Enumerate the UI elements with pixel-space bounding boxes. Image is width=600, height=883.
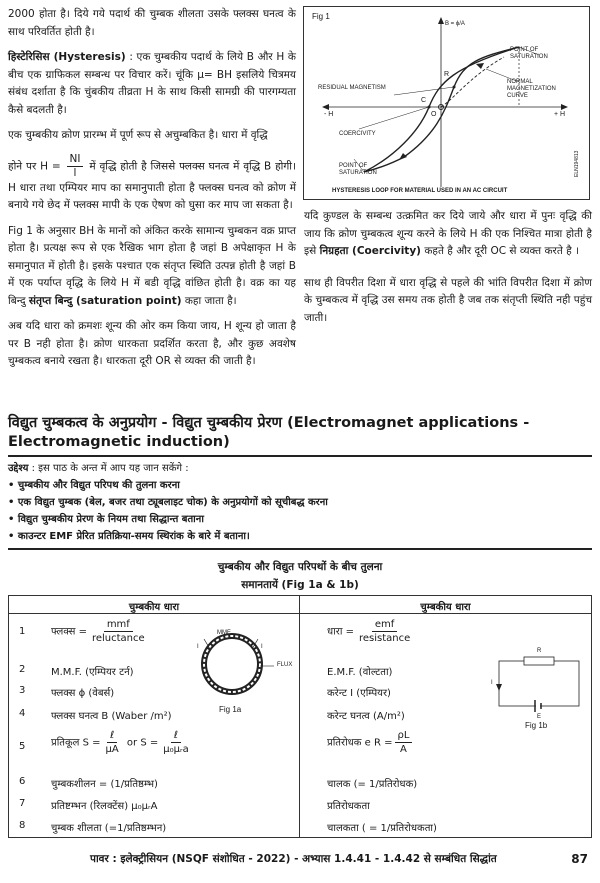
fig1b-i: I <box>491 680 493 686</box>
bh-text: Fig 1 के अनुसार BH के मानों को अंकित करके सामान्य चुम्बकन वक्र प्राप्त होता है। प्रत्यक्ष रूप से एक रैखिक भाग होता है जहां B अपेक्षाकृत H के समानुपात में होती है। इसके पश्चात एक संतृप्त स्थिति उत्पन्न होती है जहां B में एक पर्याप्त वृद्धि के लिये H में बडी वृद्धि वांछित होती है। वक्र का यह बिन्दु <box>8 224 296 307</box>
row-left-cell: चुम्बकशीलन = (1/प्रतिष्ठम्भ) <box>51 779 158 790</box>
frac-den: μ₀μᵣa <box>163 744 189 755</box>
row-right-cell: करेन्ट घनत्व (A/m²) <box>327 711 405 722</box>
comparison-table <box>8 595 592 838</box>
row-number: 4 <box>19 708 26 719</box>
col2-header: चुम्बकीय धारा <box>420 602 471 613</box>
fig1a-flux: FLUX <box>277 662 293 668</box>
frac-den: reluctance <box>91 633 145 644</box>
objective-intro-text: : इस पाठ के अन्त में आप यह जान सकेंगे : <box>31 463 189 474</box>
row-number: 5 <box>19 741 26 752</box>
label-c: C <box>421 97 427 104</box>
section-rule <box>8 455 592 457</box>
objective-item: • काउन्टर EMF प्रेरित प्रतिक्रिया-समय स्थिरांक के बारे में बताना। <box>8 531 250 542</box>
objective-item: • चुम्बकीय और विद्युत परिपथ की तुलना करना <box>8 480 180 491</box>
paragraph-reverse: साथ ही विपरीत दिशा में धारा वृद्धि से पहले की भांति विपरीत दिशा में क्रोण के चुम्बकत्व में वृद्धि उस समय तक होती है जब तक संतृप्ती स्थिति नही पहुंच जाती। <box>304 276 592 324</box>
objectives-rule <box>8 548 592 550</box>
fig1a-i-left: I <box>197 644 199 650</box>
label-minus-h: - H <box>324 111 334 118</box>
fig1b-r: R <box>537 648 542 654</box>
h-fraction <box>67 153 84 180</box>
left-column <box>8 6 296 371</box>
row-number: 6 <box>19 776 26 787</box>
frac-num: ρL <box>395 729 413 743</box>
row-right-cell: E.M.F. (वोल्टता) <box>327 667 393 678</box>
hysteresis-text: : एक चुम्बकीय पदार्थ के लिये B और H के बीच एक ग्राफिकल सम्बन्ध पर विचार करें। चूंकि μ= BH इसलिये चित्रमय संबंध दर्शाता है कि चुंबकीय तीव्रता H के साथ किसी सामग्री की पारगम्यता कैसे बदलती है। <box>8 51 296 116</box>
row1-left-pre: फ्लक्स = <box>51 626 87 638</box>
table-header-rule <box>9 613 591 614</box>
row-left-cell: M.M.F. (एम्पियर टर्न) <box>51 667 134 678</box>
fig1a-mmf: MMF <box>217 630 231 636</box>
bh-text-end: कहा जाता है। <box>184 294 237 307</box>
term-coercivity: निग्रहता (Coercivity) <box>319 245 421 257</box>
h-formula-text: में वृद्धि होती है जिससे फ्लक्स घनत्व में वृद्धि B होगी। H धारा तथा एम्पियर माप का समानुपाती होता है फ्लक्स घनत्व को क्रोण में बनाये गये छेद में फ्लक्स मापी के एक ऐषण को घुसा कर माप जा सकता है। <box>8 160 296 211</box>
right-column <box>304 208 592 327</box>
frac-num: ℓ <box>171 729 181 743</box>
term-hysteresis: हिस्टेरिसिस (Hysteresis) <box>8 51 126 63</box>
paragraph-retentivity: अब यदि धारा को क्रमशः शून्य की ओर कम किया जाय, H शून्य हो जाता है पर B नही होता है। क्रोण धारकता प्रदर्शित करता है, और कुछ अवशेष चुम्बकत्व बनाये रखता है। धारकता दूरी OR से व्यक्त की जाती है। <box>8 320 296 367</box>
label-residual-magnetism: RESIDUAL MAGNETISM <box>318 85 386 91</box>
paragraph-hysteresis <box>8 49 296 119</box>
row-number: 3 <box>19 685 26 696</box>
row-left-cell: फ्लक्स ϕ (वेबर्स) <box>51 688 115 699</box>
row5-fraction-1 <box>103 729 122 756</box>
frac-num: ℓ <box>107 729 117 743</box>
loop-arrow-1 <box>476 63 484 69</box>
label-r: R <box>444 71 450 78</box>
figure-hysteresis-loop <box>303 6 590 200</box>
frac-num: emf <box>372 618 397 632</box>
row5-left-pre: प्रतिकूल S = <box>51 737 101 749</box>
label-normal-curve: NORMAL MAGNETIZATION CURVE <box>507 79 556 99</box>
row1-right <box>327 618 415 645</box>
paragraph-intro: 2000 होता है। दिये गये पदार्थ की चुम्बक शीलता उसके फ्लक्स घनत्व के साथ परिवर्तित होती है। <box>8 8 296 38</box>
objective-text: एक विद्युत चुम्बक (बेल, बजर तथा ट्यूबलाइट चोक) के अनुप्रयोगों को सूचीबद्ध करना <box>17 497 328 508</box>
row5-fraction-2 <box>160 729 191 756</box>
label-point-saturation-top: POINT OF SATURATION <box>510 47 548 60</box>
fig1-title: Fig 1 <box>312 12 330 21</box>
row5-or: or S = <box>126 737 159 749</box>
row1-right-fraction <box>356 618 413 645</box>
frac-den: A <box>400 744 407 755</box>
row1-left <box>51 618 150 645</box>
leader-residual <box>394 87 454 95</box>
resistor <box>524 657 554 665</box>
row1-left-fraction <box>89 618 148 645</box>
footer-text: पावर : इलेक्ट्रीसियन (NSQF संशोधित - 2022) - अभ्यास 1.4.41 - 1.4.42 से सम्बंधित सिद्धांत <box>90 853 497 865</box>
term-saturation: संतृप्त बिन्दु (saturation point) <box>28 294 182 307</box>
table-subtitle: समानतायें (Fig 1a & 1b) <box>241 579 359 591</box>
label-point-saturation-bottom: POINT OF SATURATION <box>339 163 377 176</box>
objective-text: विद्युत चुम्बकीय प्रेरण के नियम तथा सिद्धान्त बताना <box>17 514 204 525</box>
label-o: O <box>431 111 437 118</box>
row5-right-fraction <box>395 729 413 756</box>
fig1b-label: Fig 1b <box>525 721 548 730</box>
row1-right-pre: धारा = <box>327 626 354 638</box>
coercivity-text-end: कहते है और दूरी OC से व्यक्त करते है । <box>424 245 580 257</box>
row5-right <box>327 729 414 756</box>
table-divider <box>299 596 300 837</box>
row-right-cell: चालक (= 1/प्रतिरोधक) <box>327 779 418 790</box>
frac-den: resistance <box>358 633 411 644</box>
b-equation: B = ϕ/A <box>445 21 465 27</box>
h-fraction-num: NI <box>67 153 84 167</box>
h-formula-prefix: होने पर H = <box>8 160 61 172</box>
objectives-intro <box>8 460 592 477</box>
label-plus-h: + H <box>554 111 566 118</box>
row-right-cell: प्रतिरोधकता <box>327 801 370 812</box>
row-right-cell: करेन्ट I (एम्पियर) <box>327 688 391 699</box>
paragraph-core: एक चुम्बकीय क्रोण प्रारम्भ में पूर्ण रूप से अचुम्बकित है। धारा में वृद्धि <box>8 129 268 141</box>
loop-arrow-2 <box>399 153 407 160</box>
paragraph-coercivity <box>304 208 592 261</box>
row-number: 1 <box>19 626 26 637</box>
paragraph-bh-curve <box>8 223 296 311</box>
objective-text: चुम्बकीय और विद्युत परिपथ की तुलना करना <box>17 480 180 491</box>
paragraph-h-formula <box>8 153 296 215</box>
fig1-caption: HYSTERESIS LOOP FOR MATERIAL USED IN AN AC CIRCUIT <box>332 188 508 194</box>
row-right-cell: चालकता ( = 1/प्रतिरोधकता) <box>327 823 437 834</box>
circuit-loop <box>499 661 579 706</box>
row-left-cell: फ्लक्स घनत्व B (Waber /m²) <box>51 711 172 722</box>
objectives-block <box>8 460 592 545</box>
row-left-cell: चुम्बक शीलता (=1/प्रतिष्ठम्भन) <box>51 823 167 834</box>
fig1-code: ELN194813 <box>574 150 580 177</box>
coercivity-text: यदि कुण्डल के सम्बन्ध उत्क्रमित कर दिये जाये और धारा में पुनः वृद्धि की जाय कि क्रोण चुम्बकत्व शून्य करने के लिये H की एक निश्चित मात्रा होती है इसे <box>304 210 592 257</box>
section-title: विद्युत चुम्बकत्व के अनुप्रयोग - विद्युत चुम्बकीय प्रेरण (Electromagnet applications - Electromagnetic induction) <box>8 415 530 450</box>
page-number: 87 <box>571 852 588 866</box>
row-number: 2 <box>19 664 26 675</box>
battery-gap <box>536 701 540 711</box>
b-axis-arrow <box>438 17 444 24</box>
h-fraction-den: l <box>73 166 77 179</box>
frac-num: mmf <box>104 618 133 632</box>
table-title: चुम्बकीय और विद्युत परिपथों के बीच तुलना <box>217 561 383 573</box>
col1-header: चुम्बकीय धारा <box>128 602 180 613</box>
h-axis-arrow-right <box>561 104 568 110</box>
objective-label: उद्देश्य <box>8 463 29 474</box>
fig1b-diagram <box>489 651 589 721</box>
objective-item: • विद्युत चुम्बकीय प्रेरण के नियम तथा सिद्धान्त बताना <box>8 514 204 525</box>
label-coercivity: COERCIVITY <box>339 131 376 137</box>
frac-den: μA <box>105 744 119 755</box>
h-axis-arrow-left <box>322 104 329 110</box>
objective-text: काउन्टर EMF प्रेरित प्रतिक्रिया-समय स्थिरांक के बारे में बताना। <box>17 531 250 542</box>
objective-item: • एक विद्युत चुम्बक (बेल, बजर तथा ट्यूबलाइट चोक) के अनुप्रयोगों को सूचीबद्ध करना <box>8 497 328 508</box>
row5-right-pre: प्रतिरोधक e R = <box>327 737 393 749</box>
row5-left <box>51 729 194 756</box>
fig1a-label: Fig 1a <box>219 705 242 714</box>
fig1b-e: E <box>537 714 542 720</box>
current-arrow <box>496 684 502 691</box>
row-number: 7 <box>19 798 26 809</box>
row-left-cell: प्रतिष्टम्भन (रिलक्टेंस) μ₀μᵣA <box>51 801 158 812</box>
row-number: 8 <box>19 820 26 831</box>
fig1a-i-right: I <box>261 644 263 650</box>
